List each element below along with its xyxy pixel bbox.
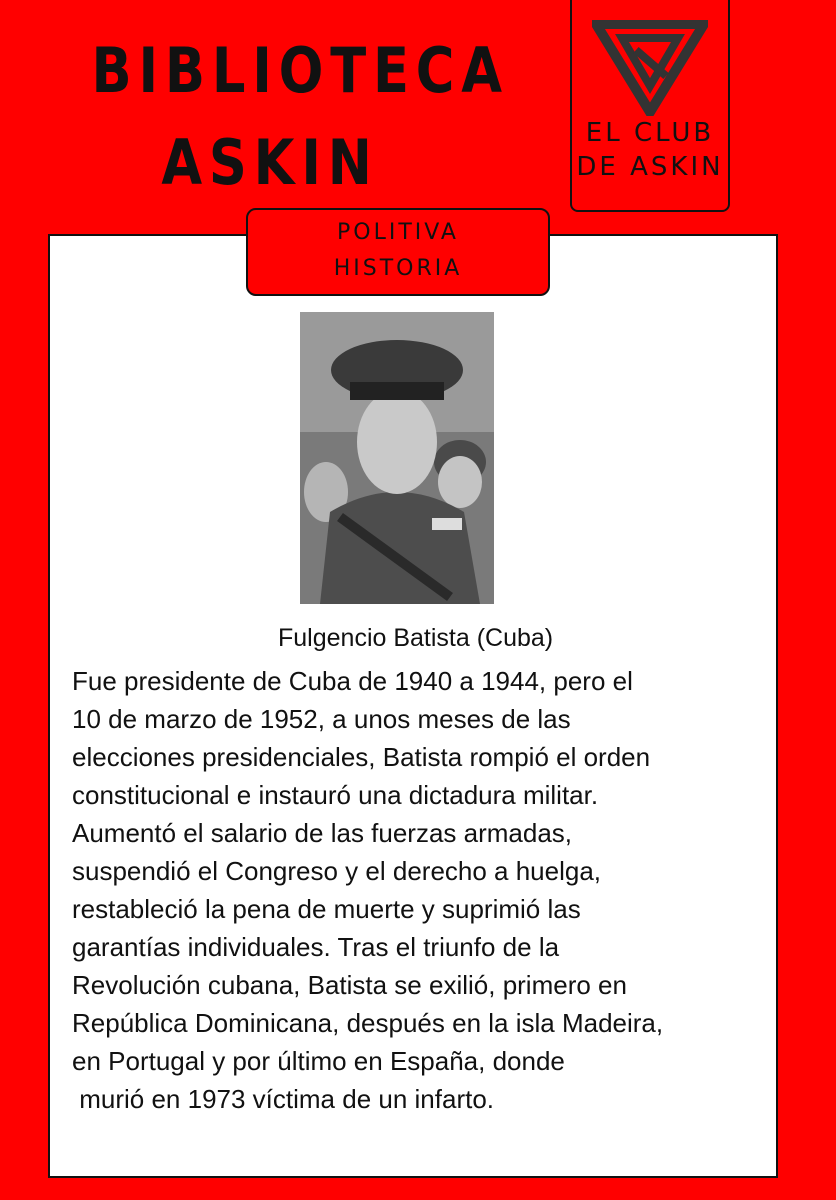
category-line2: HISTORIA — [333, 256, 463, 281]
category-line1: POLITIVA — [337, 220, 459, 245]
category-tab — [246, 208, 550, 296]
library-title-line2: ASKIN — [161, 126, 379, 199]
biography-line: 10 de marzo de 1952, a unos meses de las — [72, 704, 571, 734]
biography-line: constitucional e instauró una dictadura militar. — [72, 780, 599, 810]
biography-line: murió en 1973 víctima de un infarto. — [72, 1084, 495, 1114]
biography-line: garantías individuales. Tras el triunfo de la — [72, 932, 560, 962]
club-name-line2: DE ASKIN — [576, 152, 724, 182]
biography-line: en Portugal y por último en España, donde — [72, 1046, 565, 1076]
biography-line: Aumentó el salario de las fuerzas armadas, — [72, 818, 573, 848]
biography-line: Fue presidente de Cuba de 1940 a 1944, pero el — [72, 666, 633, 696]
biography-line: Revolución cubana, Batista se exilió, primero en — [72, 970, 627, 1000]
biography-text — [72, 662, 772, 1118]
club-name-line1: EL CLUB — [585, 118, 715, 148]
photo-caption: Fulgencio Batista (Cuba) — [278, 624, 554, 652]
biography-line: República Dominicana, después en la isla Madeira, — [72, 1008, 664, 1038]
club-logo-icon — [592, 20, 708, 116]
club-badge — [570, 0, 730, 212]
biography-line: suspendió el Congreso y el derecho a huelga, — [72, 856, 602, 886]
biography-line: restableció la pena de muerte y suprimió las — [72, 894, 581, 924]
library-title-line1: BIBLIOTECA — [91, 34, 509, 107]
biography-line: elecciones presidenciales, Batista rompió el orden — [72, 742, 651, 772]
portrait-photo — [300, 312, 494, 604]
